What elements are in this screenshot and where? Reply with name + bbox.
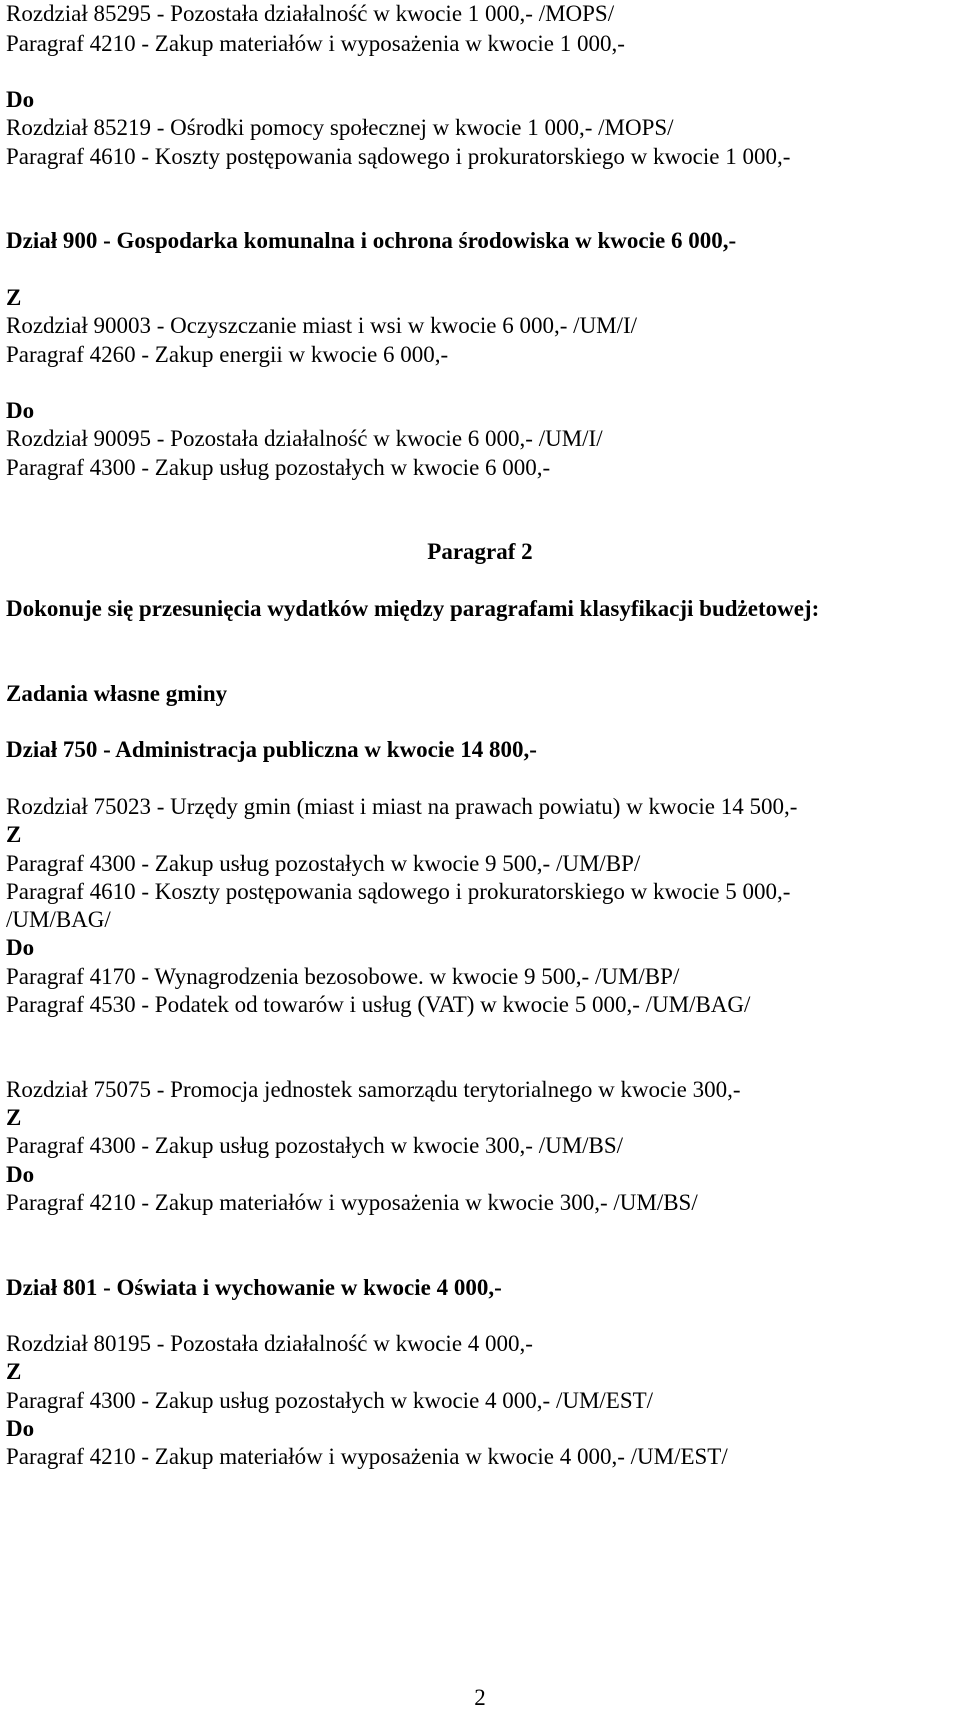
text-line: Paragraf 4610 - Koszty postępowania sądowego i prokuratorskiego w kwocie 1 000,- [6,144,791,169]
text-line: Do [6,1416,35,1441]
text-line: Do [6,935,35,960]
text-line: Rozdział 80195 - Pozostała działalność w kwocie 4 000,- [6,1331,533,1356]
section-heading: Dział 900 - Gospodarka komunalna i ochrona środowiska w kwocie 6 000,- [6,228,737,253]
text-line: Paragraf 4300 - Zakup usług pozostałych w kwocie 300,- /UM/BS/ [6,1133,624,1158]
text-line: Rozdział 90003 - Oczyszczanie miast i wsi w kwocie 6 000,- /UM/I/ [6,313,638,338]
text-line: Paragraf 4170 - Wynagrodzenia bezosobowe. w kwocie 9 500,- /UM/BP/ [6,964,680,989]
text-line: Rozdział 85295 - Pozostała działalność w kwocie 1 000,- /MOPS/ [6,1,615,26]
text-line: Paragraf 4210 - Zakup materiałów i wyposażenia w kwocie 1 000,- [6,31,625,56]
text-line: Z [6,285,22,310]
section-heading: Dział 750 - Administracja publiczna w kwocie 14 800,- [6,737,537,762]
paragraph-heading: Paragraf 2 [427,539,533,564]
text-line: Dokonuje się przesunięcia wydatków między paragrafami klasyfikacji budżetowej: [6,596,820,621]
text-line: Z [6,1359,22,1384]
text-line: Do [6,1162,35,1187]
text-line: Zadania własne gminy [6,681,228,706]
page-number: 2 [474,1685,486,1710]
text-line: Z [6,822,22,847]
text-line: Rozdział 75023 - Urzędy gmin (miast i miast na prawach powiatu) w kwocie 14 500,- [6,794,798,819]
section-heading: Dział 801 - Oświata i wychowanie w kwocie 4 000,- [6,1275,502,1300]
text-line: Paragraf 4300 - Zakup usług pozostałych w kwocie 6 000,- [6,455,551,480]
text-line: Z [6,1105,22,1130]
text-line: Paragraf 4300 - Zakup usług pozostałych w kwocie 9 500,- /UM/BP/ [6,851,641,876]
text-line: Rozdział 90095 - Pozostała działalność w kwocie 6 000,- /UM/I/ [6,426,603,451]
text-line: Do [6,398,35,423]
text-line: /UM/BAG/ [6,907,111,932]
text-line: Do [6,87,35,112]
text-line: Paragraf 4260 - Zakup energii w kwocie 6 000,- [6,342,449,367]
text-line: Paragraf 4530 - Podatek od towarów i usług (VAT) w kwocie 5 000,- /UM/BAG/ [6,992,751,1017]
text-line: Paragraf 4210 - Zakup materiałów i wyposażenia w kwocie 300,- /UM/BS/ [6,1190,698,1215]
text-line: Paragraf 4210 - Zakup materiałów i wyposażenia w kwocie 4 000,- /UM/EST/ [6,1444,728,1469]
text-line: Paragraf 4300 - Zakup usług pozostałych w kwocie 4 000,- /UM/EST/ [6,1388,654,1413]
text-line: Paragraf 4610 - Koszty postępowania sądowego i prokuratorskiego w kwocie 5 000,- [6,879,791,904]
text-line: Rozdział 75075 - Promocja jednostek samorządu terytorialnego w kwocie 300,- [6,1077,741,1102]
text-line: Rozdział 85219 - Ośrodki pomocy społecznej w kwocie 1 000,- /MOPS/ [6,115,674,140]
